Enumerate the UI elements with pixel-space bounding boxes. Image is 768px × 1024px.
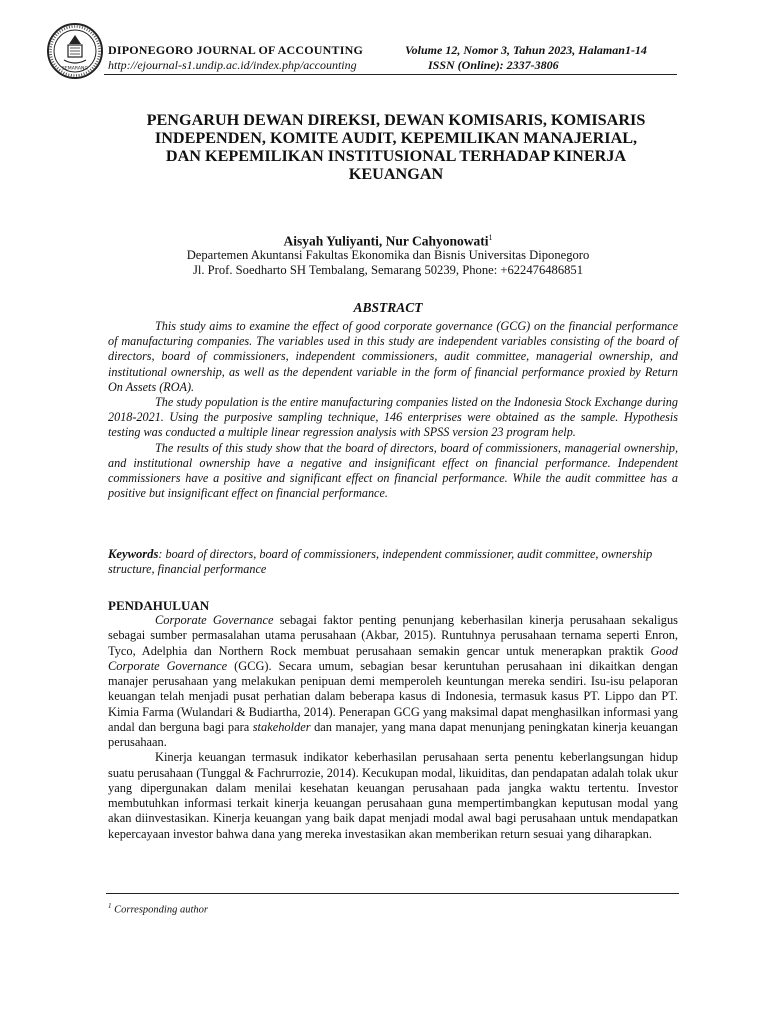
footnote-mark: 1 — [108, 902, 112, 910]
body-text: dan manajer, yang mana dapat menunjang peningkatan kinerja keuangan perusahaan. — [108, 719, 678, 749]
body-text: (GCG). Secara umum, sebagian besar keruntuhan perusahaan ini dikaitkan dengan manajer perusahaan yang melakukan penipuan demi memperoleh keuntungan mereka sendiri. Isu-isu pelaporan keuangan telah menjadi pusat perhatian dalam beberapa kasus di Indonesia, termasuk kasus PT. Lippo dan PT. Kimia Farma (Wulandari & Budiartha, 2014). Penerapan GCG yang maksimal dapat menghasilkan informasi yang andal dan berguna bagi para — [108, 658, 679, 734]
footnote-text: Corresponding author — [111, 904, 208, 916]
abstract-paragraph: The results of this study show that the board of directors, board of commissioners, managerial ownership, and institutional ownership have a negative and insignificant effect on financial performance. Independent commissioners have a positive and significant effect on financial performance. While the audit committee has a positive but insignificant effect on financial performance. — [108, 440, 678, 501]
author-names: Aisyah Yuliyanti, Nur Cahyonowati — [283, 233, 489, 249]
body-paragraph — [108, 613, 678, 750]
keywords — [108, 547, 678, 577]
keywords-text: : board of directors, board of commissioners, independent commissioner, audit committee, ownership structure, financial performance — [108, 547, 653, 577]
footnote-divider — [106, 893, 679, 894]
journal-name: DIPONEGORO JOURNAL OF ACCOUNTING — [108, 43, 363, 57]
abstract-body — [108, 319, 678, 501]
abstract-paragraph: The study population is the entire manufacturing companies listed on the Indonesia Stock Exchange during 2018-2021. Using the purposive sampling technique, 146 enterprises were obtained as the sample. Hypothesis testing was conducted a multiple linear regression analysis with SPSS version 23 program help. — [108, 395, 678, 440]
university-seal-icon — [46, 22, 104, 80]
introduction-body — [108, 613, 678, 842]
abstract-heading: ABSTRACT — [353, 300, 423, 315]
title-line: PENGARUH DEWAN DIREKSI, DEWAN KOMISARIS, KOMISARIS — [146, 111, 646, 129]
italic-term: stakeholder — [252, 719, 311, 734]
footnote — [108, 902, 208, 916]
abstract-paragraph: This study aims to examine the effect of good corporate governance (GCG) on the financial performance of manufacturing companies. The variables used in this study are independent variables consisting of the board of directors, board of commissioners, independent commissioners, audit committee, managerial ownership, and institutional ownership, as well as the dependent variable in the form of financial performance proxied by Return On Assets (ROA). — [108, 319, 678, 394]
affiliation — [100, 248, 676, 278]
journal-issn: ISSN (Online): 2337-3806 — [428, 58, 559, 72]
title-line: INDEPENDEN, KOMITE AUDIT, KEPEMILIKAN MANAJERIAL, — [154, 129, 638, 147]
paper-title — [108, 111, 684, 183]
section-heading: PENDAHULUAN — [108, 598, 210, 613]
body-text: sebagai faktor penting penunjang keberhasilan kinerja perusahaan sekaligus sebagai sumber permasalahan utama perusahaan (Akbar, 2015). Runtuhnya perusahaan ternama seperti Enron, Tyco, Adelphia dan Northern Rock membuat perusahaan semakin gencar untuk menerapkan praktik — [108, 613, 678, 658]
author-footnote-mark: 1 — [488, 233, 493, 242]
italic-term: Corporate Governance — [155, 613, 274, 627]
body-paragraph: Kinerja keuangan termasuk indikator keberhasilan perusahaan serta penentu keberlangsungan hidup suatu perusahaan (Tunggal & Fachrurrozie, 2014). Kecukupan modal, likuiditas, dan pendapatan adalah tolak ukur yang dipergunakan dalam menilai kesehatan keuangan perusahaan pada jangka waktu tertentu. Investor membutuhkan informasi terkait kinerja keuangan perusahaan guna mempertimbangkan keputusan modal yang akan diinvestasikan. Kinerja keuangan yang baik dapat menjadi modal awal bagi perusahaan untuk mendapatkan kepercayaan investor bahwa dana yang mereka investasikan akan memberikan return sesuai yang diharapkan. — [108, 750, 678, 841]
logo-text: SEMARANG — [61, 66, 89, 72]
header-divider — [104, 74, 677, 75]
journal-url[interactable]: http://ejournal-s1.undip.ac.id/index.php/accounting — [108, 58, 357, 72]
title-line: KEUANGAN — [348, 165, 444, 183]
affiliation-line: Departemen Akuntansi Fakultas Ekonomika dan Bisnis Universitas Diponegoro — [186, 248, 590, 262]
journal-volume: Volume 12, Nomor 3, Tahun 2023, Halaman1-14 — [405, 43, 647, 57]
italic-term: Good Corporate Governance — [108, 643, 678, 673]
keywords-label: Keywords — [108, 547, 159, 561]
title-line: DAN KEPEMILIKAN INSTITUSIONAL TERHADAP KINERJA — [165, 147, 627, 165]
affiliation-line: Jl. Prof. Soedharto SH Tembalang, Semarang 50239, Phone: +622476486851 — [192, 263, 584, 277]
